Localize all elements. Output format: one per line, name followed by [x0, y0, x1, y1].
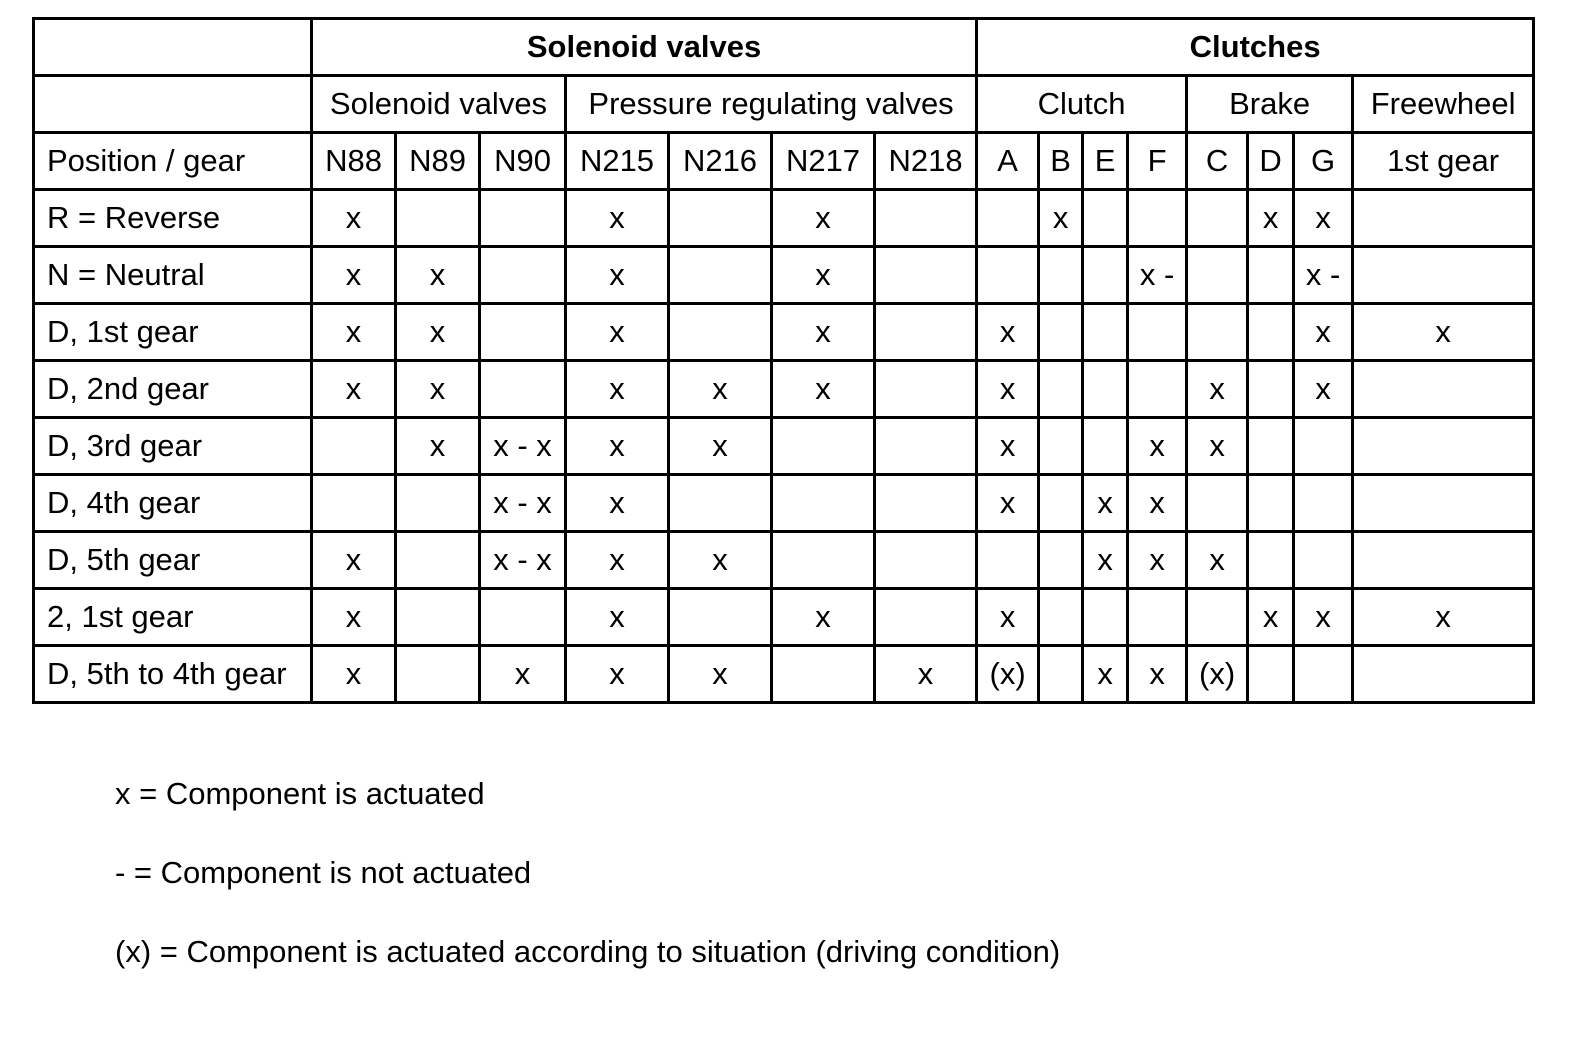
- column-header-cell: N218: [875, 133, 977, 190]
- table-cell: [1128, 190, 1187, 247]
- table-cell: [977, 247, 1039, 304]
- table-cell: x: [1248, 589, 1294, 646]
- column-header-cell: B: [1039, 133, 1083, 190]
- shift-logic-table: [32, 17, 1535, 704]
- table-cell: x: [566, 418, 669, 475]
- row-label: 2, 1st gear: [34, 589, 312, 646]
- table-cell: [480, 247, 566, 304]
- table-cell: [396, 589, 480, 646]
- group-header-solenoid-valves: Solenoid valves: [312, 19, 977, 76]
- table-cell: [312, 418, 396, 475]
- table-cell: (x): [1187, 646, 1248, 703]
- table-cell: [1353, 532, 1534, 589]
- table-cell: [1187, 190, 1248, 247]
- row-label: D, 4th gear: [34, 475, 312, 532]
- sub-header-corner: [34, 76, 312, 133]
- table-cell: x: [312, 247, 396, 304]
- table-row: [34, 247, 1534, 304]
- table-cell: [875, 247, 977, 304]
- table-cell: x: [977, 418, 1039, 475]
- table-cell: [312, 475, 396, 532]
- table-cell: [396, 475, 480, 532]
- table-cell: [772, 646, 875, 703]
- table-cell: x: [669, 361, 772, 418]
- table-cell: x: [977, 361, 1039, 418]
- row-label: R = Reverse: [34, 190, 312, 247]
- table-cell: [1353, 418, 1534, 475]
- table-cell: [1294, 418, 1353, 475]
- table-cell: [772, 418, 875, 475]
- table-cell: [875, 532, 977, 589]
- table-cell: x: [1353, 589, 1534, 646]
- table-cell: [977, 190, 1039, 247]
- table-cell: x: [1294, 361, 1353, 418]
- table-cell: x: [772, 589, 875, 646]
- table-cell: [875, 190, 977, 247]
- table-cell: [480, 190, 566, 247]
- table-cell: [1039, 304, 1083, 361]
- row-label: D, 3rd gear: [34, 418, 312, 475]
- row-label: D, 1st gear: [34, 304, 312, 361]
- column-header-cell: N216: [669, 133, 772, 190]
- table-cell: [1083, 361, 1128, 418]
- table-cell: [1187, 304, 1248, 361]
- table-cell: [1039, 361, 1083, 418]
- table-cell: x: [1083, 646, 1128, 703]
- sub-header-pressure-regulating-valves: Pressure regulating valves: [566, 76, 977, 133]
- table-cell: [480, 304, 566, 361]
- table-cell: x: [566, 304, 669, 361]
- table-cell: [1187, 247, 1248, 304]
- group-header-clutches: Clutches: [977, 19, 1534, 76]
- legend-situational: (x) = Component is actuated according to situation (driving condition): [115, 934, 1061, 969]
- table-cell: x: [312, 589, 396, 646]
- table-cell: x: [1128, 418, 1187, 475]
- table-cell: x: [1248, 190, 1294, 247]
- table-cell: x: [566, 532, 669, 589]
- table-cell: [669, 589, 772, 646]
- table-cell: [875, 304, 977, 361]
- table-cell: [1187, 475, 1248, 532]
- table-row: [34, 190, 1534, 247]
- table-cell: [669, 304, 772, 361]
- table-row: [34, 646, 1534, 703]
- table-cell: [1248, 646, 1294, 703]
- table-cell: x: [875, 646, 977, 703]
- table-cell: x: [566, 247, 669, 304]
- sub-header-freewheel: Freewheel: [1353, 76, 1534, 133]
- table-cell: [1039, 589, 1083, 646]
- column-header-cell: N89: [396, 133, 480, 190]
- table-cell: x: [669, 646, 772, 703]
- table-cell: [1039, 532, 1083, 589]
- legend-actuated: x = Component is actuated: [115, 776, 485, 811]
- table-cell: x: [312, 532, 396, 589]
- table-cell: [396, 532, 480, 589]
- table-cell: x: [977, 304, 1039, 361]
- table-row: [34, 304, 1534, 361]
- table-cell: x: [1294, 304, 1353, 361]
- table-cell: x: [1294, 589, 1353, 646]
- group-header-corner: [34, 19, 312, 76]
- table-cell: [1353, 475, 1534, 532]
- table-cell: x: [772, 190, 875, 247]
- table-cell: [396, 190, 480, 247]
- table-cell: x: [1039, 190, 1083, 247]
- table-cell: x: [1353, 304, 1534, 361]
- table-cell: x: [669, 532, 772, 589]
- column-header-cell: A: [977, 133, 1039, 190]
- column-header-position-gear: Position / gear: [34, 133, 312, 190]
- table-cell: x: [772, 304, 875, 361]
- table-cell: [1294, 475, 1353, 532]
- column-header-cell: D: [1248, 133, 1294, 190]
- table-cell: [1248, 532, 1294, 589]
- table-cell: [1128, 589, 1187, 646]
- group-header-row: [34, 19, 1534, 76]
- table-cell: [480, 361, 566, 418]
- table-cell: x: [1128, 532, 1187, 589]
- column-header-cell: N215: [566, 133, 669, 190]
- table-cell: [1248, 475, 1294, 532]
- table-cell: [772, 475, 875, 532]
- table-cell: [1083, 589, 1128, 646]
- table-cell: x - x: [480, 532, 566, 589]
- table-cell: [1248, 418, 1294, 475]
- row-label: N = Neutral: [34, 247, 312, 304]
- table-cell: [480, 589, 566, 646]
- table-cell: [1083, 247, 1128, 304]
- table-cell: [669, 475, 772, 532]
- table-cell: [1353, 247, 1534, 304]
- column-header-cell: N88: [312, 133, 396, 190]
- sub-header-clutch: Clutch: [977, 76, 1187, 133]
- table-row: [34, 589, 1534, 646]
- column-header-cell: G: [1294, 133, 1353, 190]
- column-header-cell: F: [1128, 133, 1187, 190]
- table-cell: [1039, 418, 1083, 475]
- table-cell: x: [566, 361, 669, 418]
- table-cell: [1083, 190, 1128, 247]
- table-cell: x: [312, 646, 396, 703]
- table-cell: [875, 589, 977, 646]
- table-cell: [1353, 361, 1534, 418]
- table-row: [34, 361, 1534, 418]
- table-cell: [1187, 589, 1248, 646]
- table-cell: x -: [1128, 247, 1187, 304]
- table-cell: [1039, 646, 1083, 703]
- table-cell: [1128, 304, 1187, 361]
- table-cell: x: [1294, 190, 1353, 247]
- table-cell: x: [772, 247, 875, 304]
- table-cell: [1294, 646, 1353, 703]
- table-cell: x: [480, 646, 566, 703]
- table-row: [34, 418, 1534, 475]
- table-cell: x: [566, 190, 669, 247]
- table-cell: x: [1083, 532, 1128, 589]
- table-cell: x: [312, 304, 396, 361]
- table-cell: x: [1083, 475, 1128, 532]
- table-cell: [1248, 304, 1294, 361]
- table-cell: [875, 418, 977, 475]
- table-cell: [977, 532, 1039, 589]
- table-row: [34, 532, 1534, 589]
- table-cell: [669, 247, 772, 304]
- table-cell: [1248, 361, 1294, 418]
- table-row: [34, 475, 1534, 532]
- table-cell: [1083, 418, 1128, 475]
- column-header-cell: N90: [480, 133, 566, 190]
- column-header-row: [34, 133, 1534, 190]
- table-cell: x: [1187, 418, 1248, 475]
- row-label: D, 5th to 4th gear: [34, 646, 312, 703]
- table-cell: [669, 190, 772, 247]
- table-cell: x: [566, 475, 669, 532]
- table-cell: x: [1187, 532, 1248, 589]
- table-cell: x: [566, 589, 669, 646]
- sub-header-brake: Brake: [1187, 76, 1353, 133]
- table-cell: [875, 361, 977, 418]
- table-cell: x: [396, 304, 480, 361]
- table-cell: x: [1128, 475, 1187, 532]
- table-cell: [1039, 475, 1083, 532]
- table-cell: x: [772, 361, 875, 418]
- table-cell: [875, 475, 977, 532]
- table-cell: x: [669, 418, 772, 475]
- row-label: D, 2nd gear: [34, 361, 312, 418]
- table-cell: [1353, 646, 1534, 703]
- table-cell: x - x: [480, 418, 566, 475]
- table-cell: [1294, 532, 1353, 589]
- row-label: D, 5th gear: [34, 532, 312, 589]
- table-cell: [1248, 247, 1294, 304]
- table-cell: [772, 532, 875, 589]
- table-cell: x: [566, 646, 669, 703]
- column-header-cell: N217: [772, 133, 875, 190]
- table-cell: x: [977, 475, 1039, 532]
- table-cell: [1083, 304, 1128, 361]
- column-header-cell: C: [1187, 133, 1248, 190]
- table-cell: x: [977, 589, 1039, 646]
- table-cell: x - x: [480, 475, 566, 532]
- sub-header-solenoid-valves: Solenoid valves: [312, 76, 566, 133]
- column-header-cell: 1st gear: [1353, 133, 1534, 190]
- table-cell: x -: [1294, 247, 1353, 304]
- table-cell: [396, 646, 480, 703]
- sub-header-row: [34, 76, 1534, 133]
- table-cell: [1039, 247, 1083, 304]
- table-cell: (x): [977, 646, 1039, 703]
- table-cell: x: [396, 361, 480, 418]
- table-cell: x: [1128, 646, 1187, 703]
- table-cell: x: [396, 247, 480, 304]
- table-cell: [1353, 190, 1534, 247]
- table-cell: x: [312, 190, 396, 247]
- table-cell: x: [396, 418, 480, 475]
- legend-not-actuated: - = Component is not actuated: [115, 855, 532, 890]
- table-cell: x: [1187, 361, 1248, 418]
- table-cell: [1128, 361, 1187, 418]
- column-header-cell: E: [1083, 133, 1128, 190]
- table-cell: x: [312, 361, 396, 418]
